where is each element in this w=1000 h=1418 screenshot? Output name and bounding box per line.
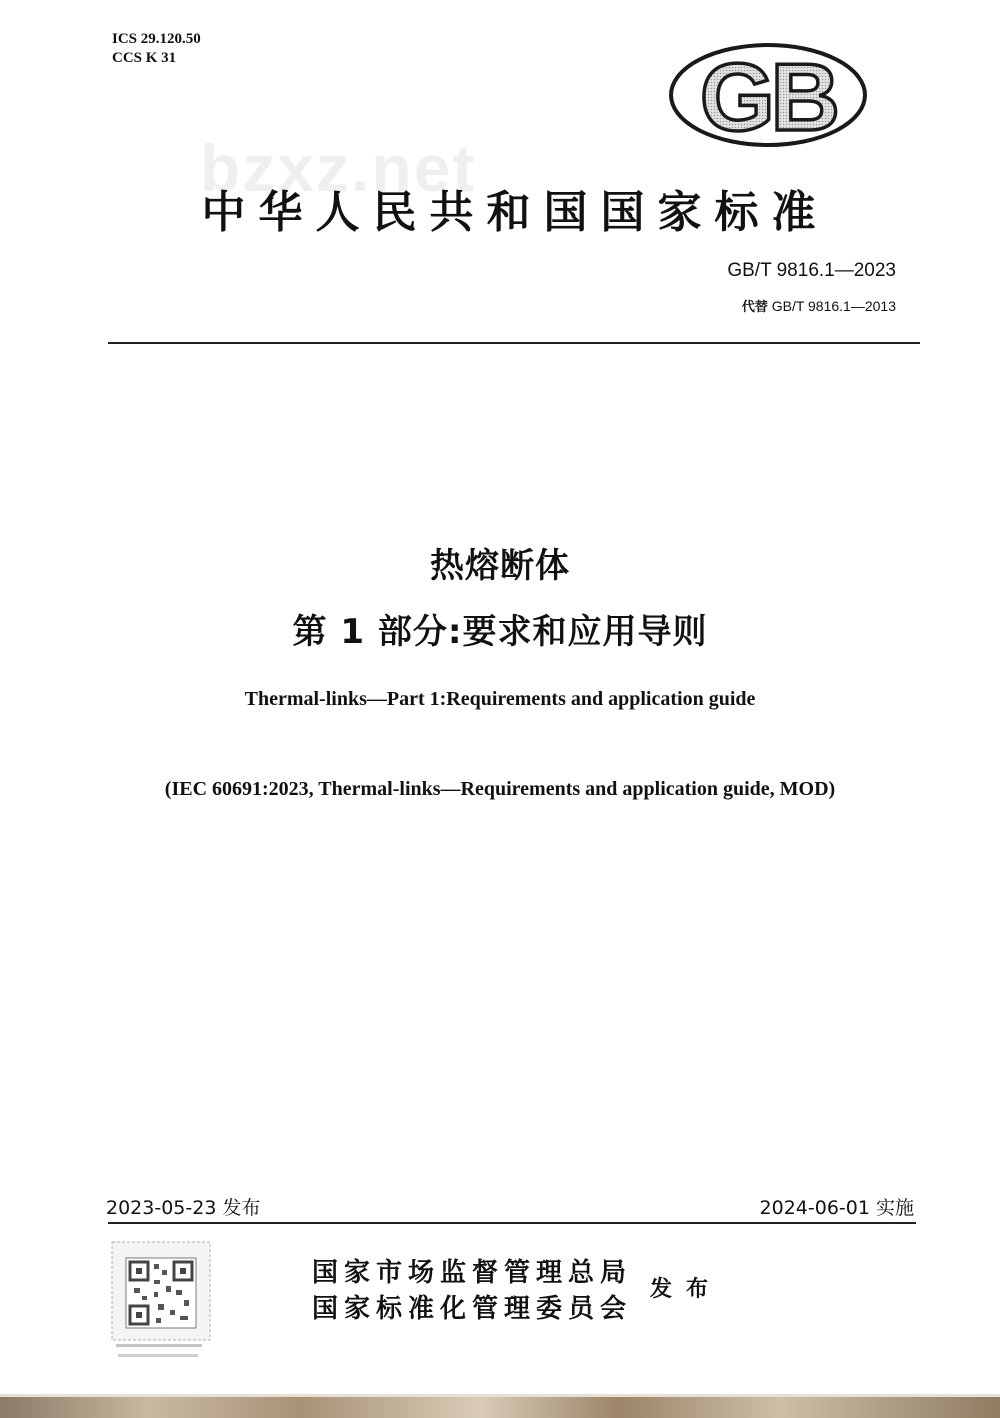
replaces-line	[742, 296, 896, 315]
publisher-line2: 国家标准化管理委员会	[312, 1294, 633, 1324]
stamp-note	[116, 1340, 216, 1369]
ics-code: ICS 29.120.50	[112, 31, 201, 47]
replaces-label: 代替	[741, 300, 768, 315]
qr-stamp-icon	[110, 1240, 212, 1344]
gb-logo-lettering: GB	[700, 44, 836, 148]
chinese-title-line2: 第 1 部分:要求和应用导则	[292, 612, 708, 652]
iec-reference: (IEC 60691:2023, Thermal-links—Requirements and application guide, MOD)	[164, 778, 836, 800]
issue-date: 2023-05-23 发布	[106, 1197, 261, 1219]
ccs-code: CCS K 31	[112, 50, 177, 66]
top-divider	[108, 342, 920, 344]
english-title: Thermal-links—Part 1:Requirements and application guide	[244, 688, 756, 710]
background-surface	[0, 1394, 1000, 1418]
chinese-title-line1: 热熔断体	[430, 546, 570, 586]
gb-logo	[668, 42, 868, 148]
replaces-number: GB/T 9816.1—2013	[771, 298, 896, 314]
stamp-caption-icon	[116, 1340, 206, 1366]
implementation-date: 2024-06-01 实施	[759, 1197, 914, 1219]
publisher-line1: 国家市场监督管理总局	[312, 1258, 633, 1288]
bottom-divider	[108, 1222, 916, 1224]
watermark: bzxz.net	[200, 131, 477, 205]
publish-action: 发布	[650, 1276, 723, 1302]
classification-codes	[112, 30, 201, 68]
standard-number: GB/T 9816.1—2023	[727, 260, 896, 281]
main-title: 中华人民共和国国家标准	[201, 187, 829, 238]
